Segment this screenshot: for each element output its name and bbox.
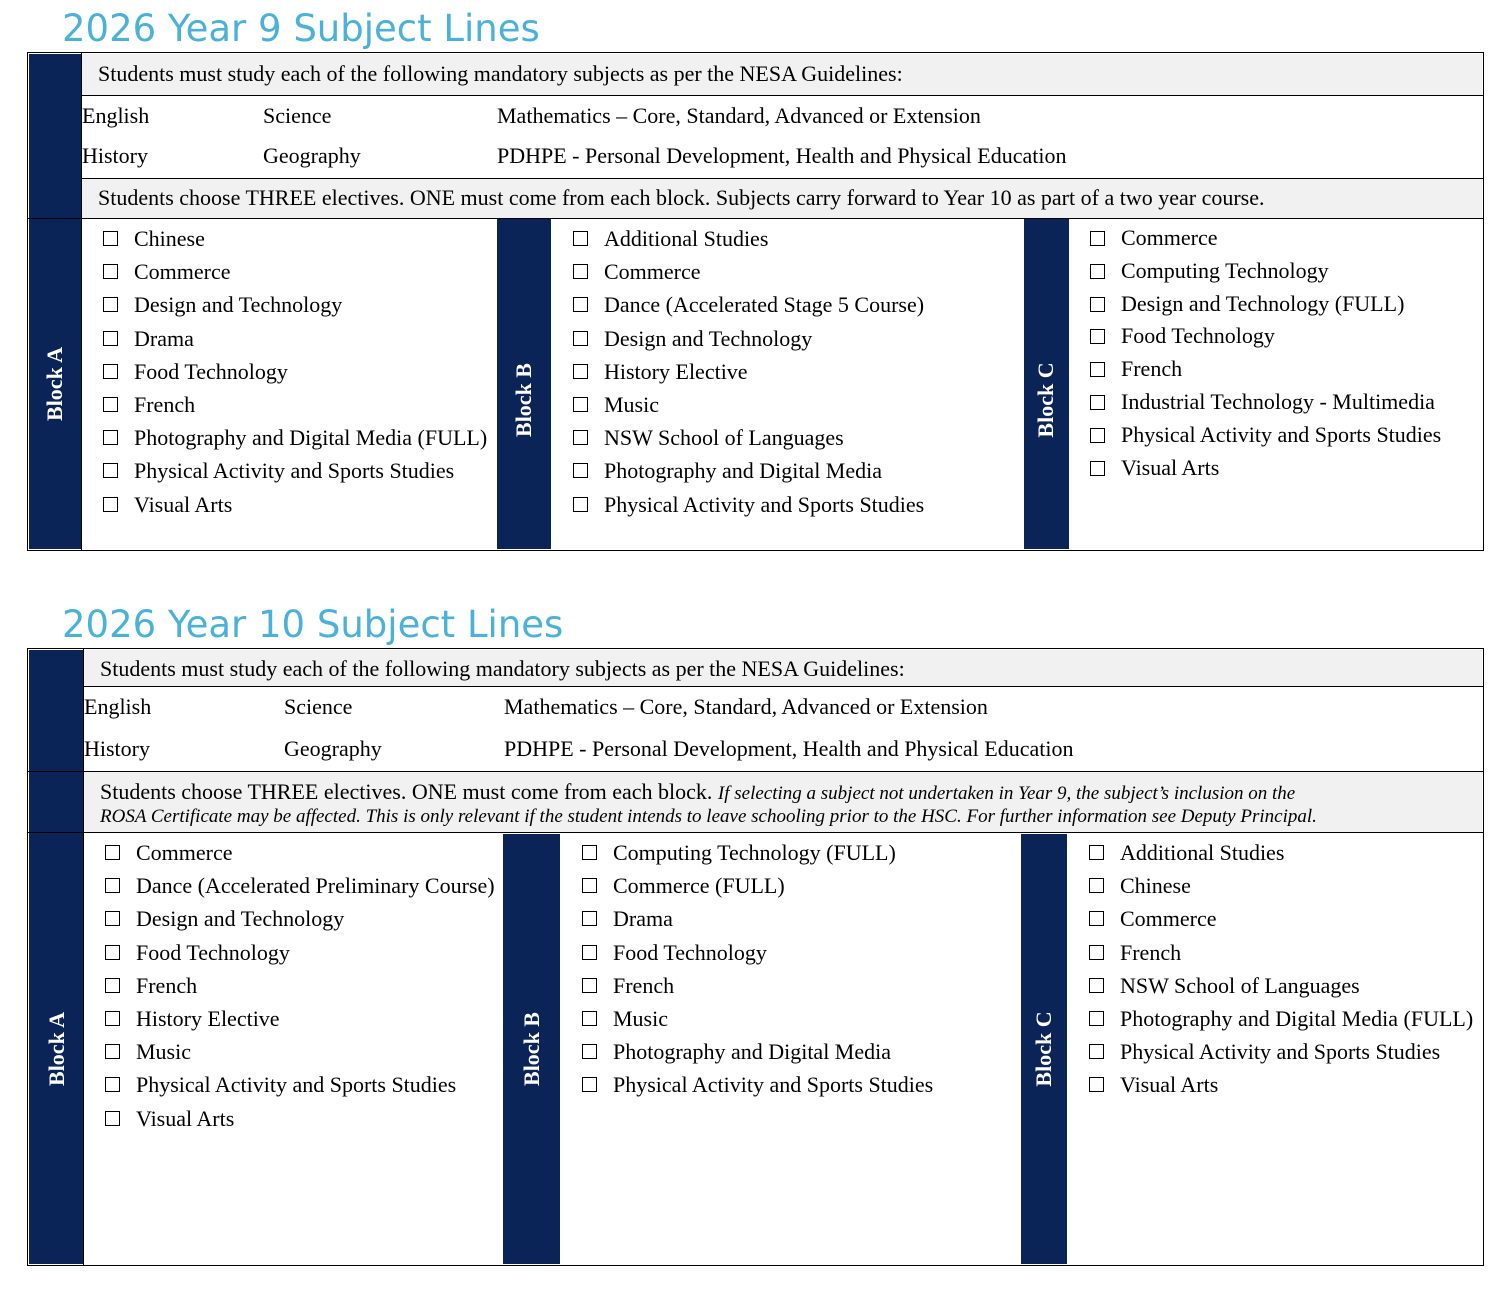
checkbox[interactable] (105, 945, 120, 960)
subject-option[interactable] (1087, 1068, 1481, 1101)
year9-electives-note: Students choose THREE electives. ONE must come from each block. Subjects carry forward to Year 10 as part of a two year course. (98, 185, 1265, 210)
checkbox[interactable] (1090, 329, 1105, 344)
subject-label: Dance (Accelerated Stage 5 Course) (604, 292, 925, 318)
checkbox[interactable] (582, 945, 597, 960)
divider (28, 832, 1483, 833)
subject-label: NSW School of Languages (604, 425, 844, 451)
year9-block-b-label: Block B (511, 363, 536, 437)
checkbox[interactable] (573, 331, 588, 346)
subject-label: Visual Arts (1120, 1072, 1219, 1098)
subject-option[interactable] (571, 222, 1021, 255)
checkbox[interactable] (105, 878, 120, 893)
subject-label: Physical Activity and Sports Studies (613, 1072, 934, 1098)
subject-option[interactable] (103, 869, 501, 902)
subject-label: Visual Arts (1121, 454, 1220, 480)
subject-label: Food Technology (134, 358, 288, 384)
year10-block-a-label: Block A (44, 1012, 69, 1086)
year10-title: 2026 Year 10 Subject Lines (62, 603, 564, 646)
year10-block-c-label: Block C (1031, 1011, 1056, 1087)
year10-block-b-list (580, 836, 1018, 1102)
subject-option[interactable] (103, 902, 501, 935)
subject-label: Physical Activity and Sports Studies (134, 458, 455, 484)
subject-label: Food Technology (613, 939, 767, 965)
checkbox[interactable] (1089, 945, 1104, 960)
checkbox[interactable] (1090, 461, 1105, 476)
checkbox[interactable] (105, 978, 120, 993)
subject-option[interactable] (103, 1035, 501, 1068)
checkbox[interactable] (582, 1011, 597, 1026)
year10-electives-note (100, 781, 1295, 803)
subject-label: Commerce (604, 259, 701, 285)
subject-label: French (1121, 356, 1183, 382)
mandatory-subject: Geography (263, 143, 361, 168)
subject-option[interactable] (103, 1102, 501, 1135)
year10-block-c-list (1087, 836, 1481, 1102)
subject-label: Commerce (134, 259, 231, 285)
subject-label: NSW School of Languages (1120, 972, 1360, 998)
subject-option[interactable] (103, 936, 501, 969)
checkbox[interactable] (582, 845, 597, 860)
subject-label: Physical Activity and Sports Studies (1120, 1039, 1441, 1065)
subject-option[interactable] (101, 488, 496, 521)
year10-electives-note-main: Students choose THREE electives. ONE must come from each block. (100, 779, 713, 804)
mandatory-subject: PDHPE - Personal Development, Health and Physical Education (497, 143, 1067, 168)
subject-option[interactable] (1087, 969, 1481, 1002)
mandatory-subject: Mathematics – Core, Standard, Advanced or Extension (504, 694, 988, 719)
checkbox[interactable] (105, 1011, 120, 1026)
checkbox[interactable] (573, 397, 588, 412)
subject-option[interactable] (103, 969, 501, 1002)
subject-option[interactable] (580, 836, 1018, 869)
subject-label: Photography and Digital Media (FULL) (134, 425, 488, 451)
subject-label: Industrial Technology - Multimedia (1121, 388, 1435, 414)
checkbox[interactable] (103, 463, 118, 478)
mandatory-subject: English (84, 694, 152, 719)
subject-option[interactable] (571, 355, 1021, 388)
subject-option[interactable] (571, 421, 1021, 454)
subject-label: Commerce (1120, 906, 1217, 932)
divider (84, 686, 1483, 687)
checkbox[interactable] (105, 845, 120, 860)
subject-option[interactable] (571, 255, 1021, 288)
checkbox[interactable] (573, 463, 588, 478)
subject-option[interactable] (101, 388, 496, 421)
subject-label: Photography and Digital Media (FULL) (1120, 1006, 1474, 1032)
year10-electives-note-italic: If selecting a subject not undertaken in Year 9, the subject’s inclusion on the (717, 783, 1296, 804)
checkbox[interactable] (103, 231, 118, 246)
subject-option[interactable] (1088, 353, 1480, 386)
subject-label: Drama (613, 906, 673, 932)
subject-option[interactable] (101, 288, 496, 321)
checkbox[interactable] (1090, 231, 1105, 246)
subject-label: Computing Technology (1121, 257, 1329, 283)
checkbox[interactable] (105, 1111, 120, 1126)
mandatory-subject: Science (284, 694, 353, 719)
subject-option[interactable] (571, 488, 1021, 521)
checkbox[interactable] (573, 297, 588, 312)
subject-option[interactable] (571, 288, 1021, 321)
subject-label: Music (136, 1039, 191, 1065)
checkbox[interactable] (1090, 395, 1105, 410)
checkbox[interactable] (103, 397, 118, 412)
subject-option[interactable] (101, 355, 496, 388)
subject-label: Additional Studies (604, 226, 769, 251)
subject-label: Commerce (1121, 225, 1218, 250)
subject-option[interactable] (580, 869, 1018, 902)
checkbox[interactable] (103, 297, 118, 312)
checkbox[interactable] (103, 264, 118, 279)
checkbox[interactable] (105, 1044, 120, 1059)
checkbox[interactable] (573, 231, 588, 246)
subject-option[interactable] (1088, 419, 1480, 452)
checkbox[interactable] (1089, 978, 1104, 993)
subject-option[interactable] (103, 836, 501, 869)
subject-option[interactable] (101, 255, 496, 288)
subject-option[interactable] (1087, 936, 1481, 969)
checkbox[interactable] (105, 1077, 120, 1092)
subject-option[interactable] (580, 1068, 1018, 1101)
subject-option[interactable] (101, 454, 496, 487)
subject-option[interactable] (1087, 1002, 1481, 1035)
mandatory-subject: English (82, 103, 150, 128)
mandatory-subject: Science (263, 103, 332, 128)
subject-label: French (134, 392, 196, 418)
subject-option[interactable] (1087, 902, 1481, 935)
subject-label: Photography and Digital Media (604, 458, 883, 484)
subject-option[interactable] (571, 322, 1021, 355)
checkbox[interactable] (105, 911, 120, 926)
year9-title: 2026 Year 9 Subject Lines (62, 7, 540, 50)
checkbox[interactable] (1089, 1077, 1104, 1092)
subject-label: Chinese (1120, 873, 1191, 899)
subject-label: Design and Technology (136, 906, 345, 932)
subject-label: History Elective (604, 358, 748, 384)
year10-block-a-list (103, 836, 501, 1135)
subject-option[interactable] (1088, 222, 1480, 255)
checkbox[interactable] (582, 1077, 597, 1092)
checkbox[interactable] (1090, 362, 1105, 377)
subject-label: Computing Technology (FULL) (613, 840, 896, 865)
subject-option[interactable] (1087, 836, 1481, 869)
checkbox[interactable] (573, 364, 588, 379)
checkbox[interactable] (1089, 1044, 1104, 1059)
checkbox[interactable] (1090, 264, 1105, 279)
mandatory-subject: History (84, 736, 150, 761)
checkbox[interactable] (582, 911, 597, 926)
subject-label: Additional Studies (1120, 840, 1285, 865)
subject-option[interactable] (103, 1002, 501, 1035)
subject-label: Physical Activity and Sports Studies (136, 1072, 457, 1098)
subject-label: History Elective (136, 1006, 280, 1032)
year9-block-a-label: Block A (42, 347, 67, 421)
subject-label: Visual Arts (136, 1105, 235, 1131)
divider (28, 771, 1483, 772)
year10-block-b-label: Block B (519, 1012, 544, 1086)
checkbox[interactable] (103, 497, 118, 512)
subject-option[interactable] (1088, 288, 1480, 321)
checkbox[interactable] (582, 1044, 597, 1059)
checkbox[interactable] (582, 978, 597, 993)
subject-label: Photography and Digital Media (613, 1039, 892, 1065)
checkbox[interactable] (1089, 1011, 1104, 1026)
subject-option[interactable] (103, 1068, 501, 1101)
subject-label: Drama (134, 325, 194, 351)
divider (28, 218, 1483, 219)
subject-option[interactable] (101, 222, 496, 255)
subject-option[interactable] (1088, 320, 1480, 353)
checkbox[interactable] (1090, 297, 1105, 312)
subject-option[interactable] (1088, 386, 1480, 419)
subject-label: Physical Activity and Sports Studies (604, 491, 925, 517)
subject-label: French (613, 972, 675, 998)
subject-label: Chinese (134, 226, 205, 251)
mandatory-subject: Geography (284, 736, 382, 761)
subject-option[interactable] (580, 936, 1018, 969)
subject-option[interactable] (580, 1035, 1018, 1068)
subject-label: Physical Activity and Sports Studies (1121, 421, 1442, 447)
subject-label: Dance (Accelerated Preliminary Course) (136, 873, 495, 899)
checkbox[interactable] (582, 878, 597, 893)
year9-block-b-list (571, 222, 1021, 521)
subject-label: Music (613, 1006, 668, 1032)
subject-option[interactable] (101, 322, 496, 355)
subject-label: Music (604, 392, 659, 418)
checkbox[interactable] (573, 497, 588, 512)
subject-label: Commerce (136, 840, 233, 865)
subject-label: Food Technology (1121, 323, 1275, 349)
mandatory-subject: Mathematics – Core, Standard, Advanced or Extension (497, 103, 981, 128)
divider (82, 95, 1483, 96)
subject-option[interactable] (571, 454, 1021, 487)
year10-mandatory-header: Students must study each of the following mandatory subjects as per the NESA Guidelines: (100, 656, 905, 681)
subject-label: Design and Technology (FULL) (1121, 290, 1405, 316)
subject-option[interactable] (571, 388, 1021, 421)
checkbox[interactable] (1089, 845, 1104, 860)
divider (82, 178, 1483, 179)
subject-option[interactable] (1087, 1035, 1481, 1068)
year9-block-c-list (1088, 222, 1480, 484)
subject-option[interactable] (101, 421, 496, 454)
checkbox[interactable] (103, 364, 118, 379)
checkbox[interactable] (1089, 878, 1104, 893)
year10-electives-note-italic-2: ROSA Certificate may be affected. This is only relevant if the student intends to leave schooling prior to the HSC. For further information see Deputy Principal. (100, 806, 1317, 827)
year9-mandatory-header: Students must study each of the following mandatory subjects as per the NESA Guidelines: (98, 61, 903, 86)
year9-block-c-label: Block C (1033, 362, 1058, 438)
checkbox[interactable] (573, 264, 588, 279)
mandatory-subject: PDHPE - Personal Development, Health and Physical Education (504, 736, 1074, 761)
subject-option[interactable] (580, 902, 1018, 935)
checkbox[interactable] (103, 331, 118, 346)
subject-label: Visual Arts (134, 491, 233, 517)
year9-block-a-list (101, 222, 496, 521)
subject-label: Food Technology (136, 939, 290, 965)
checkbox[interactable] (1090, 428, 1105, 443)
subject-label: French (136, 972, 198, 998)
subject-option[interactable] (1088, 452, 1480, 485)
subject-option[interactable] (1088, 255, 1480, 288)
subject-option[interactable] (580, 969, 1018, 1002)
subject-label: French (1120, 939, 1182, 965)
subject-label: Design and Technology (134, 292, 343, 318)
subject-label: Commerce (FULL) (613, 873, 785, 899)
subject-option[interactable] (1087, 869, 1481, 902)
checkbox[interactable] (103, 430, 118, 445)
checkbox[interactable] (573, 430, 588, 445)
checkbox[interactable] (1089, 911, 1104, 926)
subject-label: Design and Technology (604, 325, 813, 351)
mandatory-subject: History (82, 143, 148, 168)
subject-option[interactable] (580, 1002, 1018, 1035)
